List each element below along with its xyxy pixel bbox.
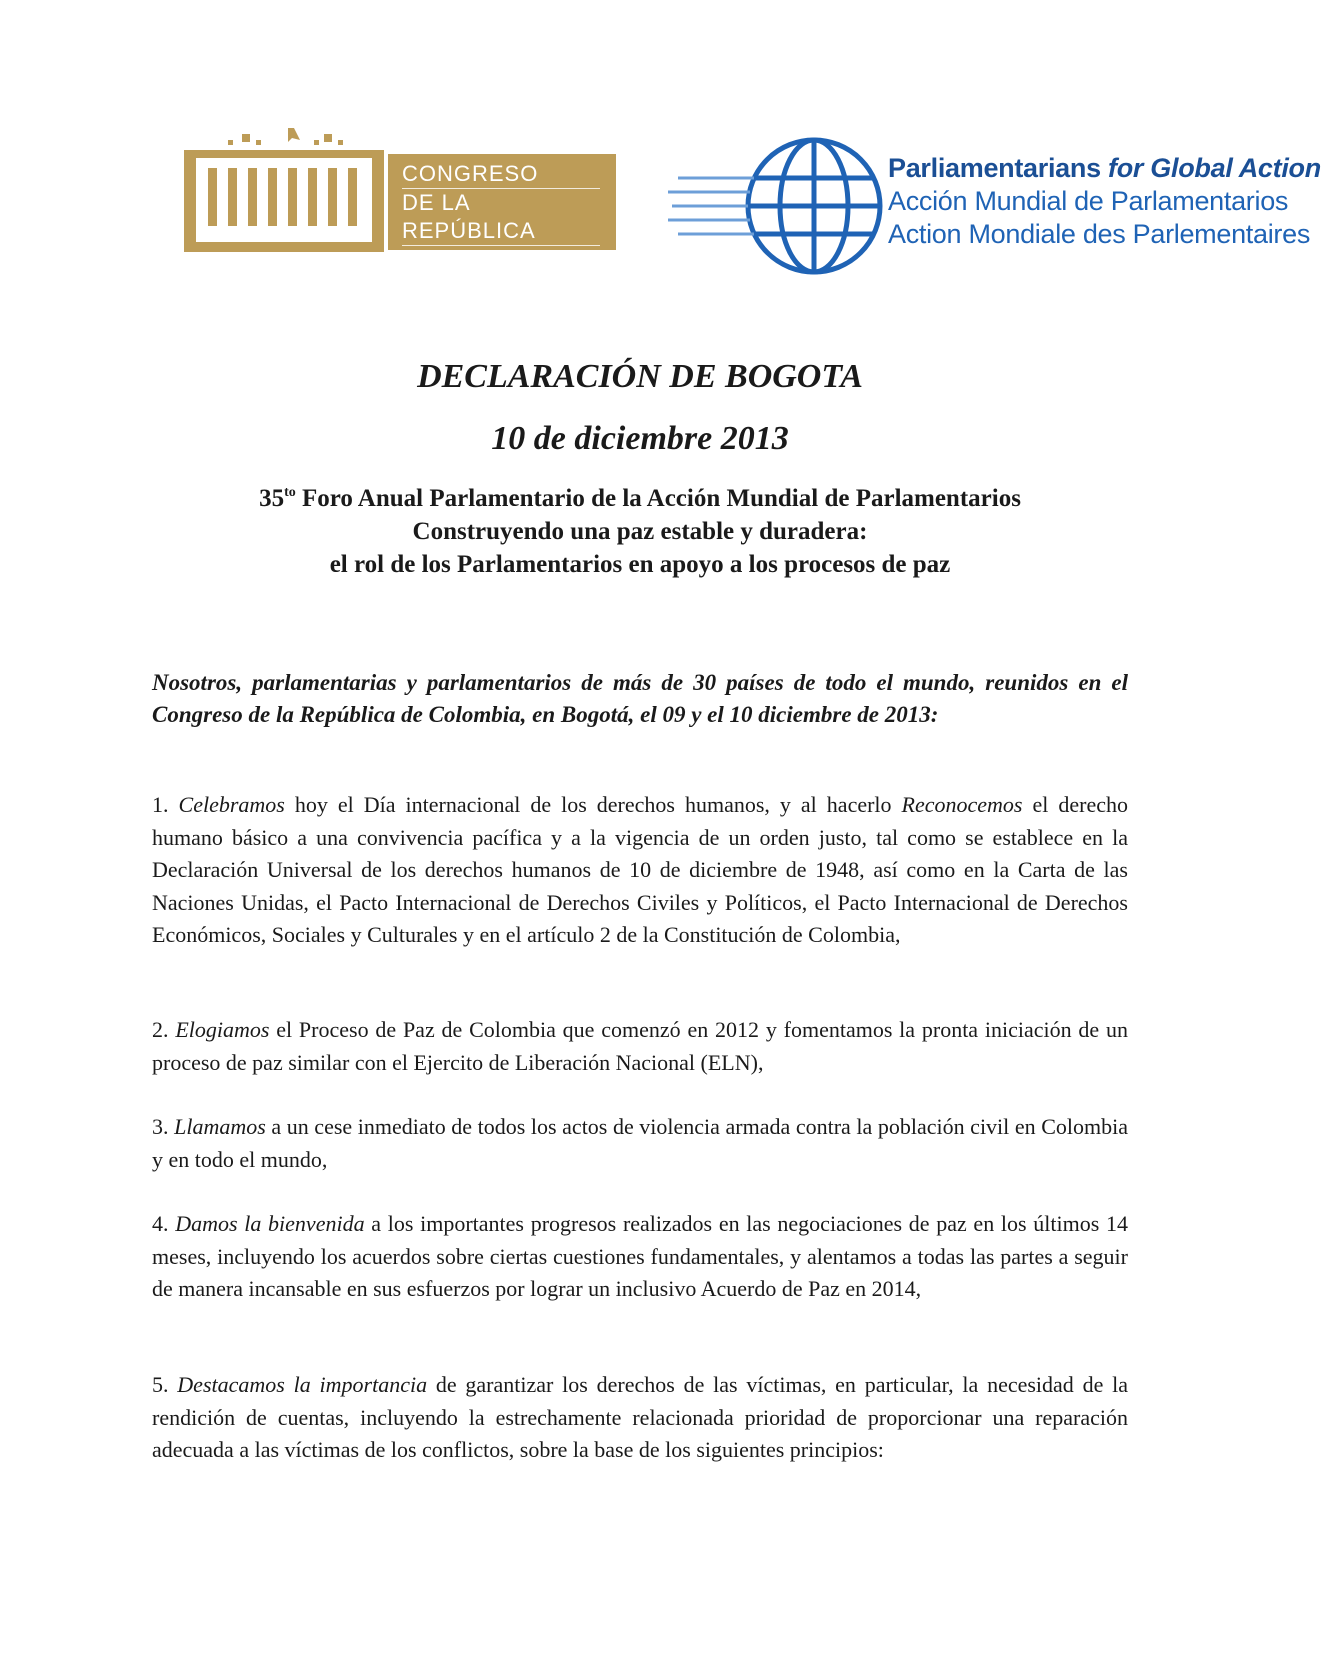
- congreso-logo: [184, 128, 616, 272]
- paragraph-1: [152, 789, 1128, 952]
- paragraph-verb: Celebramos: [178, 792, 285, 817]
- paragraph-text: de garantizar los derechos de las víctimas, en particular, la necesidad de la rendición de cuentas, incluyendo la estrechamente relacionada prioridad de proporcionar una reparación adecuada a las víctimas de los conflictos, sobre la base de los siguientes principios:: [152, 1372, 1129, 1462]
- capitol-building-icon: [184, 128, 384, 252]
- paragraph-text: el Proceso de Paz de Colombia que comenzó en 2012 y fomentamos la pronta iniciación de un proceso de paz similar con el Ejercito de Liberación Nacional (ELN),: [152, 1017, 1128, 1075]
- paragraph-verb: Reconocemos: [901, 792, 1023, 817]
- pga-name-en-part: Parliamentarians: [888, 153, 1109, 183]
- paragraph-verb: Llamamos: [174, 1114, 266, 1139]
- pga-name-en-italic: for Global Action: [1108, 153, 1321, 183]
- congreso-line: DE LA REPÚBLICA: [402, 189, 600, 246]
- pga-logo: [668, 134, 1321, 282]
- paragraph-verb: Damos la bienvenida: [175, 1211, 365, 1236]
- forum-name: Foro Anual Parlamentario de la Acción Mundial de Parlamentarios: [295, 485, 1021, 512]
- pga-name-fr: Action Mondiale des Parlementaires: [888, 219, 1311, 249]
- paragraph-verb: Elogiamos: [175, 1017, 270, 1042]
- congreso-line: DE COLOMBIA: [402, 247, 566, 272]
- paragraph-3: [152, 1111, 1128, 1176]
- congreso-name-box: [388, 154, 616, 272]
- intro-paragraph: Nosotros, parlamentarias y parlamentarios de más de 30 países de todo el mundo, reunidos en el Congreso de la República de Colombia, en Bogotá, el 09 y el 10 diciembre de 2013:: [152, 670, 1128, 727]
- paragraph-text: el derecho humano básico a una convivencia pacífica y a la vigencia de un orden justo, tal como se establece en la Declaración Universal de los derechos humanos de 10 de diciembre de 1948, así como en la Carta de las Naciones Unidas, el Pacto Internacional de Derechos Civiles y Políticos, el Pacto Internacional de Derechos Económicos, Sociales y Culturales y en el artículo 2 de la Constitución de Colombia,: [152, 792, 1129, 947]
- paragraph-text: a un cese inmediato de todos los actos de violencia armada contra la población civil en Colombia y en todo el mundo,: [152, 1114, 1128, 1172]
- forum-subtitle-1: Construyendo una paz estable y duradera:: [412, 518, 868, 545]
- forum-number: 35: [259, 485, 285, 512]
- declaration-title: DECLARACIÓN DE BOGOTA: [417, 358, 863, 395]
- paragraph-4: [152, 1208, 1128, 1306]
- paragraph-number: 3.: [152, 1114, 175, 1139]
- paragraph-5: [152, 1369, 1128, 1467]
- declaration-date: 10 de diciembre 2013: [491, 420, 789, 457]
- forum-line: [0, 482, 1280, 515]
- pga-name-en: [888, 152, 1321, 185]
- paragraph-text: hoy el Día internacional de los derechos humanos, y al hacerlo: [284, 792, 902, 817]
- paragraph-number: 4.: [152, 1211, 176, 1236]
- paragraph-number: 2.: [152, 1017, 176, 1042]
- forum-heading: [0, 482, 1280, 581]
- forum-subtitle-2: el rol de los Parlamentarios en apoyo a los procesos de paz: [329, 551, 951, 578]
- pga-name-es: Acción Mundial de Parlamentarios: [888, 186, 1289, 216]
- paragraph-number: 1.: [152, 792, 179, 817]
- paragraph-text: a los importantes progresos realizados en las negociaciones de paz en los últimos 14 meses, incluyendo los acuerdos sobre ciertas cuestiones fundamentales, y alentamos a todas las partes a seguir de manera incansable en sus esfuerzos por lograr un inclusivo Acuerdo de Paz en 2014,: [152, 1211, 1128, 1301]
- pga-name: [888, 152, 1321, 251]
- congreso-line: CONGRESO: [402, 160, 600, 189]
- paragraph-2: [152, 1014, 1128, 1079]
- paragraph-number: 5.: [152, 1372, 178, 1397]
- forum-ordinal: to: [284, 485, 296, 500]
- paragraph-verb: Destacamos la importancia: [177, 1372, 428, 1397]
- globe-icon: [668, 134, 878, 282]
